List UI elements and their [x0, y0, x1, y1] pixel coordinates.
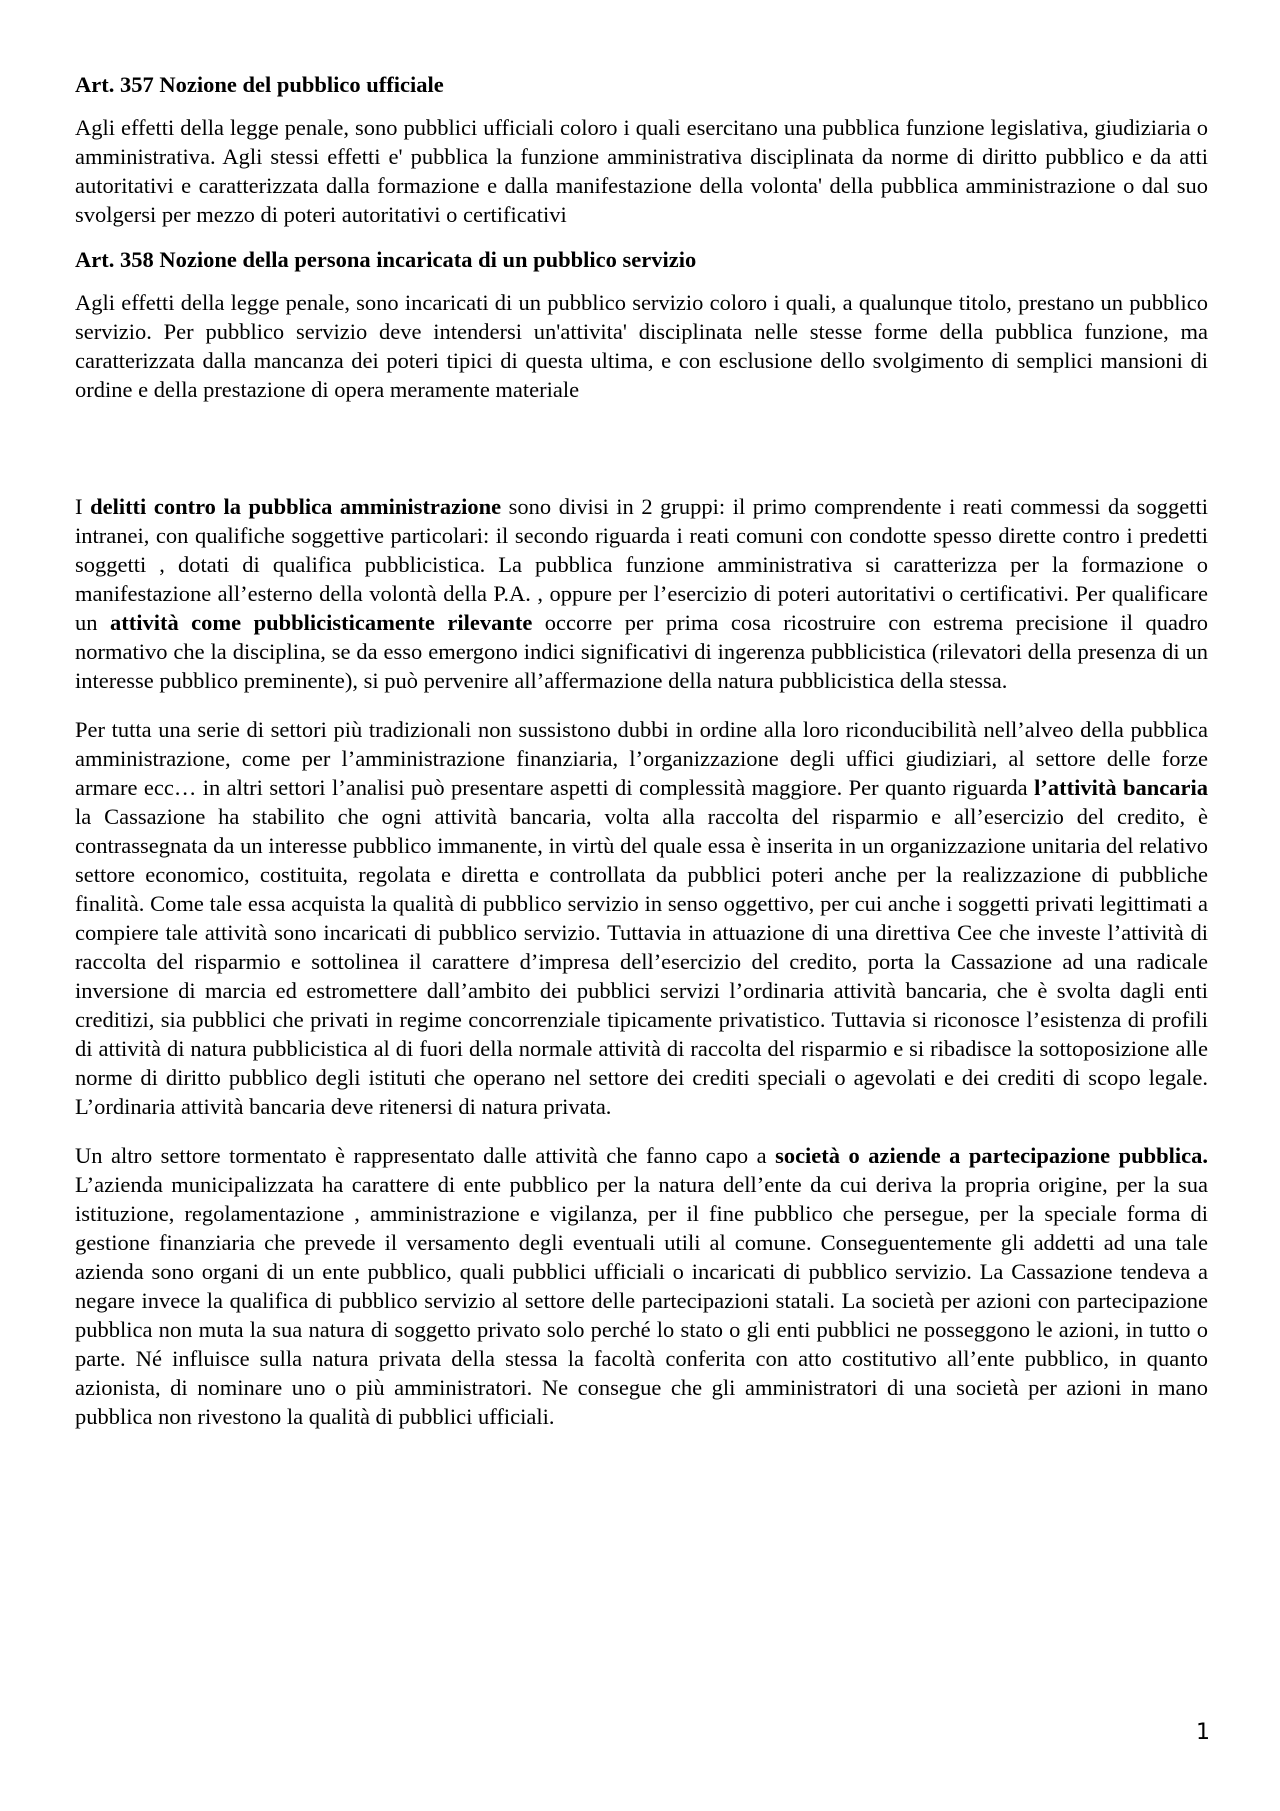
- societa-text-2: L’azienda municipalizzata ha carattere di ente pubblico per la natura dell’ente da cui deriva la propria origine, per la sua istituzione, regolamentazione , amministrazione e vigilanza, per il fine pubblico che persegue, per la speciale forma di gestione finanziaria che prevede il versamento degli eventuali utili al comune. Conseguentemente gli addetti ad una tale azienda sono organi di un ente pubblico, quali pubblici ufficiali o incaricati di pubblico servizio. La Cassazione tendeva a negare invece la qualifica di pubblico servizio al settore delle partecipazioni statali. La società per azioni con partecipazione pubblica non muta la sua natura di soggetto privato solo perché lo stato o gli enti pubblici ne posseggono le azioni, in tutto o parte. Né influisce sulla natura privata della stessa la facoltà conferita con atto costitutivo all’ente pubblico, in quanto azionista, di nominare uno o più amministratori. Ne consegue che gli amministratori di una società per azioni in mano pubblica non rivestono la qualità di pubblici ufficiali.: [75, 1172, 1208, 1429]
- delitti-text-2: occorre per prima cosa ricostruire con estrema precisione il quadro normativo che la disciplina, se da esso emergono indici significativi di ingerenza pubblicistica (rilevatori della presenza di un interesse pubblico preminente), si può pervenire all’affermazione della natura pubblicistica della stessa.: [75, 610, 1208, 693]
- delitti-intro: I: [75, 494, 91, 519]
- art-357-heading: Art. 357 Nozione del pubblico ufficiale: [75, 72, 444, 97]
- bancaria-text-2: la Cassazione ha stabilito che ogni attività bancaria, volta alla raccolta del risparmio e all’esercizio del credito, è contrassegnata da un interesse pubblico immanente, in virtù del quale essa è inserita in un organizzazione unitaria del relativo settore economico, costituita, regolata e diretta e controllata da pubblici poteri anche per la realizzazione di pubbliche finalità. Come tale essa acquista la qualità di pubblico servizio in senso oggettivo, per cui anche i soggetti privati legittimati a compiere tale attività sono incaricati di pubblico servizio. Tuttavia in attuazione di una direttiva Cee che investe l’attività di raccolta del risparmio e sottolinea il carattere d’impresa dell’esercizio del credito, porta la Cassazione ad una radicale inversione di marcia ed estromettere dall’ambito dei pubblici servizi l’ordinaria attività bancaria, che è svolta dagli enti creditizi, sia pubblici che privati in regime concorrenziale tipicamente privatistico. Tuttavia si riconosce l’esistenza di profili di attività di natura pubblicistica al di fuori della normale attività di raccolta del risparmio e si ribadisce la sottoposizione alle norme di diritto pubblico degli istituti che operano nel settore dei crediti speciali o agevolati e dei crediti di scopo legale. L’ordinaria attività bancaria deve ritenersi di natura privata.: [75, 804, 1208, 1119]
- bancaria-bold-term: l’attività bancaria: [1034, 775, 1208, 800]
- page-number: 1: [1196, 1720, 1210, 1745]
- bancaria-paragraph: [75, 715, 1208, 1121]
- delitti-paragraph: [75, 492, 1208, 695]
- delitti-text-1: sono divisi in 2 gruppi: il primo comprendente i reati commessi da soggetti intranei, con qualifiche soggettive particolari: il secondo riguarda i reati comuni con condotte spesso dirette contro i predetti soggetti , dotati di qualifica pubblicistica. La pubblica funzione amministrativa si caratterizza per la formazione o manifestazione all’esterno della volontà della P.A. , oppure per l’esercizio di poteri autoritativi o certificativi. Per qualificare un: [75, 494, 1208, 635]
- societa-paragraph: [75, 1141, 1208, 1431]
- societa-text-1: Un altro settore tormentato è rappresentato dalle attività che fanno capo a: [75, 1143, 776, 1168]
- art-357-paragraph: Agli effetti della legge penale, sono pubblici ufficiali coloro i quali esercitano una pubblica funzione legislativa, giudiziaria o amministrativa. Agli stessi effetti e' pubblica la funzione amministrativa disciplinata da norme di diritto pubblico e da atti autoritativi e caratterizzata dalla formazione e dalla manifestazione della volonta' della pubblica amministrazione o dal suo svolgersi per mezzo di poteri autoritativi o certificativi: [75, 115, 1208, 227]
- document-page: [75, 70, 1208, 1431]
- societa-bold-term: società o aziende a partecipazione pubblica.: [775, 1143, 1208, 1168]
- delitti-bold-rilevante: attività come pubblicisticamente rilevante: [109, 610, 533, 635]
- delitti-bold-term: delitti contro la pubblica amministrazione: [90, 494, 502, 519]
- art-358-paragraph: Agli effetti della legge penale, sono incaricati di un pubblico servizio coloro i quali, a qualunque titolo, prestano un pubblico servizio. Per pubblico servizio deve intendersi un'attivita' disciplinata nelle stesse forme della pubblica funzione, ma caratterizzata dalla mancanza dei poteri tipici di questa ultima, e con esclusione dello svolgimento di semplici mansioni di ordine e della prestazione di opera meramente materiale: [75, 290, 1208, 402]
- art-358-heading: Art. 358 Nozione della persona incaricata di un pubblico servizio: [75, 247, 697, 272]
- bancaria-text-1: Per tutta una serie di settori più tradizionali non sussistono dubbi in ordine alla loro riconducibilità nell’alveo della pubblica amministrazione, come per l’amministrazione finanziaria, l’organizzazione degli uffici giudiziari, al settore delle forze armare ecc… in altri settori l’analisi può presentare aspetti di complessità maggiore. Per quanto riguarda: [75, 717, 1208, 800]
